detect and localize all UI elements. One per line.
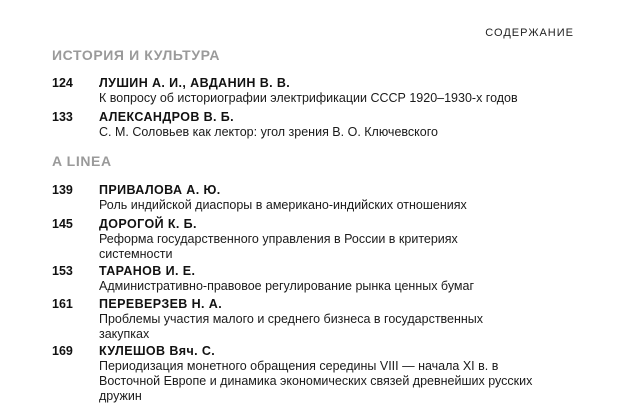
author-names: ТАРАНОВ И. Е.	[99, 264, 196, 278]
section-title-history-culture: ИСТОРИЯ И КУЛЬТУРА	[52, 47, 221, 63]
page-number: 145	[52, 217, 73, 231]
article-title: Реформа государственного управления в России в критериях системности	[99, 232, 458, 261]
article-title: К вопросу об историографии электрификации СССР 1920–1930-х годов	[99, 91, 518, 105]
page-number: 124	[52, 76, 73, 90]
article-title: Роль индийской диаспоры в американо-индийских отношениях	[99, 198, 467, 212]
author-names: КУЛЕШОВ Вяч. С.	[99, 344, 216, 358]
page-number: 139	[52, 183, 73, 197]
author-names: ЛУШИН А. И., АВДАНИН В. В.	[99, 76, 291, 90]
author-names: ДОРОГОЙ К. Б.	[99, 217, 197, 231]
page-number: 161	[52, 297, 73, 311]
author-names: ПРИВАЛОВА А. Ю.	[99, 183, 221, 197]
section-title-a-linea: A LINEA	[52, 153, 112, 169]
article-title: Проблемы участия малого и среднего бизнеса в государственных закупках	[99, 312, 484, 341]
article-title: Административно-правовое регулирование рынка ценных бумаг	[99, 279, 475, 293]
running-head: СОДЕРЖАНИЕ	[485, 27, 574, 39]
page-number: 169	[52, 344, 73, 358]
author-names: АЛЕКСАНДРОВ В. Б.	[99, 110, 235, 124]
article-title: Периодизация монетного обращения середины VIII — начала XI в. в Восточной Европе и динамика экономических связей древнейших русских дружин	[99, 359, 533, 403]
author-names: ПЕРЕВЕРЗЕВ Н. А.	[99, 297, 223, 311]
page-number: 153	[52, 264, 73, 278]
page-number: 133	[52, 110, 73, 124]
article-title: С. М. Соловьев как лектор: угол зрения В. О. Ключевского	[99, 125, 438, 139]
